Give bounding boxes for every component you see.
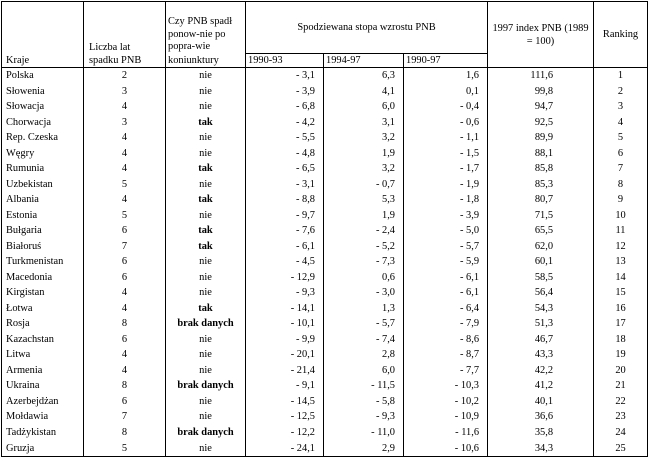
cell-kraj: Łotwa bbox=[2, 301, 84, 317]
cell-spadek-ponownie: nie bbox=[166, 84, 246, 100]
cell-ranking: 6 bbox=[594, 146, 648, 162]
cell-spadek-ponownie: nie bbox=[166, 254, 246, 270]
cell-stopa-1994-97: - 11,5 bbox=[324, 378, 404, 394]
cell-kraj: Azerbejdżan bbox=[2, 394, 84, 410]
cell-stopa-1990-97: - 5,0 bbox=[404, 223, 488, 239]
cell-stopa-1990-97: - 5,9 bbox=[404, 254, 488, 270]
cell-stopa-1990-93: - 10,1 bbox=[246, 316, 324, 332]
cell-spadek-ponownie: brak danych bbox=[166, 425, 246, 441]
cell-stopa-1990-93: - 14,5 bbox=[246, 394, 324, 410]
cell-spadek-ponownie: brak danych bbox=[166, 378, 246, 394]
cell-kraj: Polska bbox=[2, 68, 84, 84]
cell-stopa-1990-93: - 9,1 bbox=[246, 378, 324, 394]
table-row bbox=[2, 394, 648, 410]
table-row bbox=[2, 99, 648, 115]
cell-liczba-lat: 2 bbox=[84, 68, 166, 84]
cell-index-1997: 85,8 bbox=[488, 161, 594, 177]
table-row bbox=[2, 378, 648, 394]
cell-liczba-lat: 4 bbox=[84, 285, 166, 301]
table-row bbox=[2, 409, 648, 425]
cell-stopa-1990-97: - 10,9 bbox=[404, 409, 488, 425]
cell-index-1997: 99,8 bbox=[488, 84, 594, 100]
cell-stopa-1990-97: - 8,7 bbox=[404, 347, 488, 363]
cell-stopa-1990-97: 1,6 bbox=[404, 68, 488, 84]
cell-spadek-ponownie: nie bbox=[166, 440, 246, 456]
cell-ranking: 8 bbox=[594, 177, 648, 193]
gnp-growth-table bbox=[1, 1, 648, 457]
table-row bbox=[2, 146, 648, 162]
cell-index-1997: 46,7 bbox=[488, 332, 594, 348]
cell-spadek-ponownie: nie bbox=[166, 363, 246, 379]
cell-kraj: Mołdawia bbox=[2, 409, 84, 425]
cell-spadek-ponownie: nie bbox=[166, 99, 246, 115]
cell-index-1997: 89,9 bbox=[488, 130, 594, 146]
cell-kraj: Turkmenistan bbox=[2, 254, 84, 270]
cell-kraj: Gruzja bbox=[2, 440, 84, 456]
cell-stopa-1990-97: - 1,5 bbox=[404, 146, 488, 162]
table-header bbox=[2, 2, 648, 68]
cell-spadek-ponownie: brak danych bbox=[166, 316, 246, 332]
cell-stopa-1990-93: - 8,8 bbox=[246, 192, 324, 208]
cell-index-1997: 85,3 bbox=[488, 177, 594, 193]
cell-kraj: Rep. Czeska bbox=[2, 130, 84, 146]
cell-index-1997: 56,4 bbox=[488, 285, 594, 301]
cell-stopa-1994-97: 2,9 bbox=[324, 440, 404, 456]
cell-ranking: 11 bbox=[594, 223, 648, 239]
cell-ranking: 10 bbox=[594, 208, 648, 224]
cell-liczba-lat: 4 bbox=[84, 146, 166, 162]
cell-liczba-lat: 3 bbox=[84, 115, 166, 131]
cell-spadek-ponownie: nie bbox=[166, 409, 246, 425]
cell-kraj: Kirgistan bbox=[2, 285, 84, 301]
cell-liczba-lat: 8 bbox=[84, 378, 166, 394]
header-liczba-lat: Liczba lat spadku PNB bbox=[84, 2, 166, 68]
cell-stopa-1994-97: 6,3 bbox=[324, 68, 404, 84]
cell-liczba-lat: 6 bbox=[84, 394, 166, 410]
cell-ranking: 17 bbox=[594, 316, 648, 332]
table-row bbox=[2, 347, 648, 363]
cell-index-1997: 88,1 bbox=[488, 146, 594, 162]
cell-spadek-ponownie: nie bbox=[166, 130, 246, 146]
cell-stopa-1994-97: - 5,8 bbox=[324, 394, 404, 410]
cell-stopa-1994-97: 3,2 bbox=[324, 161, 404, 177]
cell-kraj: Białoruś bbox=[2, 239, 84, 255]
cell-stopa-1990-93: - 5,5 bbox=[246, 130, 324, 146]
cell-liczba-lat: 6 bbox=[84, 223, 166, 239]
cell-index-1997: 43,3 bbox=[488, 347, 594, 363]
cell-stopa-1994-97: - 5,2 bbox=[324, 239, 404, 255]
header-kraje: Kraje bbox=[2, 2, 84, 68]
cell-ranking: 23 bbox=[594, 409, 648, 425]
cell-stopa-1994-97: 4,1 bbox=[324, 84, 404, 100]
cell-kraj: Uzbekistan bbox=[2, 177, 84, 193]
cell-stopa-1990-97: - 0,6 bbox=[404, 115, 488, 131]
cell-stopa-1994-97: - 7,4 bbox=[324, 332, 404, 348]
cell-stopa-1990-97: - 1,1 bbox=[404, 130, 488, 146]
cell-liczba-lat: 4 bbox=[84, 99, 166, 115]
header-ranking: Ranking bbox=[594, 2, 648, 68]
cell-stopa-1990-97: - 3,9 bbox=[404, 208, 488, 224]
cell-index-1997: 71,5 bbox=[488, 208, 594, 224]
cell-stopa-1990-97: 0,1 bbox=[404, 84, 488, 100]
cell-stopa-1994-97: 1,9 bbox=[324, 146, 404, 162]
cell-stopa-1990-97: - 1,9 bbox=[404, 177, 488, 193]
header-index-pnb: 1997 index PNB (1989 = 100) bbox=[488, 2, 594, 68]
cell-index-1997: 36,6 bbox=[488, 409, 594, 425]
cell-spadek-ponownie: nie bbox=[166, 68, 246, 84]
cell-stopa-1990-93: - 14,1 bbox=[246, 301, 324, 317]
cell-liczba-lat: 4 bbox=[84, 347, 166, 363]
cell-liczba-lat: 6 bbox=[84, 270, 166, 286]
cell-stopa-1994-97: 2,8 bbox=[324, 347, 404, 363]
cell-kraj: Bułgaria bbox=[2, 223, 84, 239]
cell-stopa-1990-93: - 9,3 bbox=[246, 285, 324, 301]
cell-index-1997: 51,3 bbox=[488, 316, 594, 332]
cell-liczba-lat: 8 bbox=[84, 316, 166, 332]
cell-stopa-1990-97: - 10,2 bbox=[404, 394, 488, 410]
cell-kraj: Albania bbox=[2, 192, 84, 208]
table-row bbox=[2, 285, 648, 301]
cell-index-1997: 111,6 bbox=[488, 68, 594, 84]
table-row bbox=[2, 84, 648, 100]
cell-spadek-ponownie: tak bbox=[166, 161, 246, 177]
cell-spadek-ponownie: tak bbox=[166, 223, 246, 239]
cell-stopa-1990-93: - 12,9 bbox=[246, 270, 324, 286]
table-row bbox=[2, 192, 648, 208]
table-row bbox=[2, 115, 648, 131]
cell-stopa-1990-97: - 0,4 bbox=[404, 99, 488, 115]
header-period-1990-93: 1990-93 bbox=[246, 54, 324, 68]
cell-liczba-lat: 4 bbox=[84, 130, 166, 146]
cell-liczba-lat: 4 bbox=[84, 192, 166, 208]
header-spodziewana-stopa: Spodziewana stopa wzrostu PNB bbox=[246, 2, 488, 54]
cell-stopa-1990-97: - 10,3 bbox=[404, 378, 488, 394]
cell-ranking: 9 bbox=[594, 192, 648, 208]
cell-liczba-lat: 7 bbox=[84, 409, 166, 425]
cell-liczba-lat: 4 bbox=[84, 301, 166, 317]
cell-stopa-1990-93: - 21,4 bbox=[246, 363, 324, 379]
cell-stopa-1994-97: - 0,7 bbox=[324, 177, 404, 193]
cell-spadek-ponownie: nie bbox=[166, 332, 246, 348]
header-period-1990-97: 1990-97 bbox=[404, 54, 488, 68]
cell-liczba-lat: 3 bbox=[84, 84, 166, 100]
table-body bbox=[2, 68, 648, 457]
header-period-1994-97: 1994-97 bbox=[324, 54, 404, 68]
cell-kraj: Kazachstan bbox=[2, 332, 84, 348]
table-row bbox=[2, 301, 648, 317]
cell-ranking: 7 bbox=[594, 161, 648, 177]
cell-ranking: 22 bbox=[594, 394, 648, 410]
cell-stopa-1990-93: - 3,1 bbox=[246, 68, 324, 84]
cell-index-1997: 58,5 bbox=[488, 270, 594, 286]
table-row bbox=[2, 425, 648, 441]
cell-liczba-lat: 5 bbox=[84, 208, 166, 224]
cell-index-1997: 80,7 bbox=[488, 192, 594, 208]
cell-ranking: 3 bbox=[594, 99, 648, 115]
cell-stopa-1990-97: - 8,6 bbox=[404, 332, 488, 348]
table-row bbox=[2, 440, 648, 456]
cell-index-1997: 42,2 bbox=[488, 363, 594, 379]
cell-stopa-1990-93: - 12,2 bbox=[246, 425, 324, 441]
cell-index-1997: 92,5 bbox=[488, 115, 594, 131]
cell-ranking: 19 bbox=[594, 347, 648, 363]
cell-liczba-lat: 8 bbox=[84, 425, 166, 441]
cell-stopa-1994-97: 1,3 bbox=[324, 301, 404, 317]
cell-ranking: 25 bbox=[594, 440, 648, 456]
cell-ranking: 5 bbox=[594, 130, 648, 146]
cell-index-1997: 40,1 bbox=[488, 394, 594, 410]
cell-ranking: 20 bbox=[594, 363, 648, 379]
cell-spadek-ponownie: nie bbox=[166, 177, 246, 193]
cell-stopa-1990-93: - 12,5 bbox=[246, 409, 324, 425]
cell-stopa-1994-97: - 5,7 bbox=[324, 316, 404, 332]
cell-spadek-ponownie: tak bbox=[166, 115, 246, 131]
cell-kraj: Rumunia bbox=[2, 161, 84, 177]
cell-ranking: 16 bbox=[594, 301, 648, 317]
table-row bbox=[2, 223, 648, 239]
cell-stopa-1990-93: - 9,7 bbox=[246, 208, 324, 224]
cell-ranking: 4 bbox=[594, 115, 648, 131]
cell-ranking: 21 bbox=[594, 378, 648, 394]
cell-spadek-ponownie: nie bbox=[166, 270, 246, 286]
cell-stopa-1994-97: - 9,3 bbox=[324, 409, 404, 425]
cell-stopa-1990-93: - 9,9 bbox=[246, 332, 324, 348]
cell-stopa-1990-93: - 6,1 bbox=[246, 239, 324, 255]
cell-spadek-ponownie: nie bbox=[166, 208, 246, 224]
cell-kraj: Macedonia bbox=[2, 270, 84, 286]
header-czy-pnb: Czy PNB spadł ponow-nie po popra-wie bbox=[166, 2, 246, 54]
table-row bbox=[2, 130, 648, 146]
cell-stopa-1990-97: - 6,1 bbox=[404, 285, 488, 301]
cell-stopa-1990-97: - 6,4 bbox=[404, 301, 488, 317]
cell-ranking: 15 bbox=[594, 285, 648, 301]
cell-stopa-1990-93: - 7,6 bbox=[246, 223, 324, 239]
cell-stopa-1990-97: - 1,8 bbox=[404, 192, 488, 208]
cell-stopa-1990-97: - 6,1 bbox=[404, 270, 488, 286]
cell-kraj: Węgry bbox=[2, 146, 84, 162]
cell-stopa-1994-97: 5,3 bbox=[324, 192, 404, 208]
table-row bbox=[2, 239, 648, 255]
cell-stopa-1994-97: 6,0 bbox=[324, 363, 404, 379]
cell-kraj: Słowacja bbox=[2, 99, 84, 115]
header-koniunktury: koniunktury bbox=[166, 54, 246, 68]
table-row bbox=[2, 270, 648, 286]
cell-liczba-lat: 4 bbox=[84, 363, 166, 379]
cell-stopa-1994-97: - 11,0 bbox=[324, 425, 404, 441]
cell-spadek-ponownie: tak bbox=[166, 301, 246, 317]
cell-stopa-1990-97: - 7,9 bbox=[404, 316, 488, 332]
cell-stopa-1994-97: 3,2 bbox=[324, 130, 404, 146]
cell-spadek-ponownie: tak bbox=[166, 239, 246, 255]
cell-kraj: Tadżykistan bbox=[2, 425, 84, 441]
cell-stopa-1990-97: - 7,7 bbox=[404, 363, 488, 379]
cell-ranking: 18 bbox=[594, 332, 648, 348]
cell-stopa-1990-93: - 4,2 bbox=[246, 115, 324, 131]
cell-index-1997: 60,1 bbox=[488, 254, 594, 270]
cell-index-1997: 62,0 bbox=[488, 239, 594, 255]
cell-spadek-ponownie: nie bbox=[166, 285, 246, 301]
cell-liczba-lat: 6 bbox=[84, 332, 166, 348]
cell-spadek-ponownie: nie bbox=[166, 394, 246, 410]
table-row bbox=[2, 208, 648, 224]
cell-stopa-1994-97: 3,1 bbox=[324, 115, 404, 131]
cell-stopa-1994-97: - 3,0 bbox=[324, 285, 404, 301]
cell-index-1997: 41,2 bbox=[488, 378, 594, 394]
cell-liczba-lat: 5 bbox=[84, 440, 166, 456]
cell-stopa-1994-97: 6,0 bbox=[324, 99, 404, 115]
cell-stopa-1990-97: - 11,6 bbox=[404, 425, 488, 441]
cell-ranking: 1 bbox=[594, 68, 648, 84]
cell-liczba-lat: 7 bbox=[84, 239, 166, 255]
cell-stopa-1994-97: 0,6 bbox=[324, 270, 404, 286]
cell-stopa-1994-97: 1,9 bbox=[324, 208, 404, 224]
cell-kraj: Ukraina bbox=[2, 378, 84, 394]
cell-liczba-lat: 6 bbox=[84, 254, 166, 270]
table-row bbox=[2, 332, 648, 348]
cell-stopa-1990-97: - 5,7 bbox=[404, 239, 488, 255]
cell-stopa-1990-93: - 6,5 bbox=[246, 161, 324, 177]
cell-stopa-1990-97: - 10,6 bbox=[404, 440, 488, 456]
cell-ranking: 14 bbox=[594, 270, 648, 286]
table-row bbox=[2, 68, 648, 84]
table-row bbox=[2, 316, 648, 332]
table-row bbox=[2, 177, 648, 193]
cell-ranking: 13 bbox=[594, 254, 648, 270]
cell-spadek-ponownie: nie bbox=[166, 347, 246, 363]
cell-liczba-lat: 5 bbox=[84, 177, 166, 193]
cell-index-1997: 54,3 bbox=[488, 301, 594, 317]
cell-kraj: Armenia bbox=[2, 363, 84, 379]
table-row bbox=[2, 161, 648, 177]
cell-index-1997: 34,3 bbox=[488, 440, 594, 456]
cell-index-1997: 94,7 bbox=[488, 99, 594, 115]
cell-ranking: 12 bbox=[594, 239, 648, 255]
cell-stopa-1990-93: - 3,1 bbox=[246, 177, 324, 193]
cell-spadek-ponownie: nie bbox=[166, 146, 246, 162]
cell-stopa-1990-93: - 6,8 bbox=[246, 99, 324, 115]
cell-stopa-1990-93: - 4,5 bbox=[246, 254, 324, 270]
cell-ranking: 24 bbox=[594, 425, 648, 441]
cell-stopa-1990-93: - 4,8 bbox=[246, 146, 324, 162]
cell-stopa-1990-93: - 24,1 bbox=[246, 440, 324, 456]
cell-stopa-1990-93: - 20,1 bbox=[246, 347, 324, 363]
cell-spadek-ponownie: tak bbox=[166, 192, 246, 208]
cell-kraj: Słowenia bbox=[2, 84, 84, 100]
cell-stopa-1994-97: - 7,3 bbox=[324, 254, 404, 270]
cell-kraj: Estonia bbox=[2, 208, 84, 224]
table-row bbox=[2, 363, 648, 379]
cell-kraj: Litwa bbox=[2, 347, 84, 363]
cell-kraj: Rosja bbox=[2, 316, 84, 332]
cell-stopa-1990-97: - 1,7 bbox=[404, 161, 488, 177]
cell-index-1997: 65,5 bbox=[488, 223, 594, 239]
cell-stopa-1990-93: - 3,9 bbox=[246, 84, 324, 100]
cell-kraj: Chorwacja bbox=[2, 115, 84, 131]
cell-liczba-lat: 4 bbox=[84, 161, 166, 177]
cell-stopa-1994-97: - 2,4 bbox=[324, 223, 404, 239]
cell-ranking: 2 bbox=[594, 84, 648, 100]
cell-index-1997: 35,8 bbox=[488, 425, 594, 441]
table-row bbox=[2, 254, 648, 270]
